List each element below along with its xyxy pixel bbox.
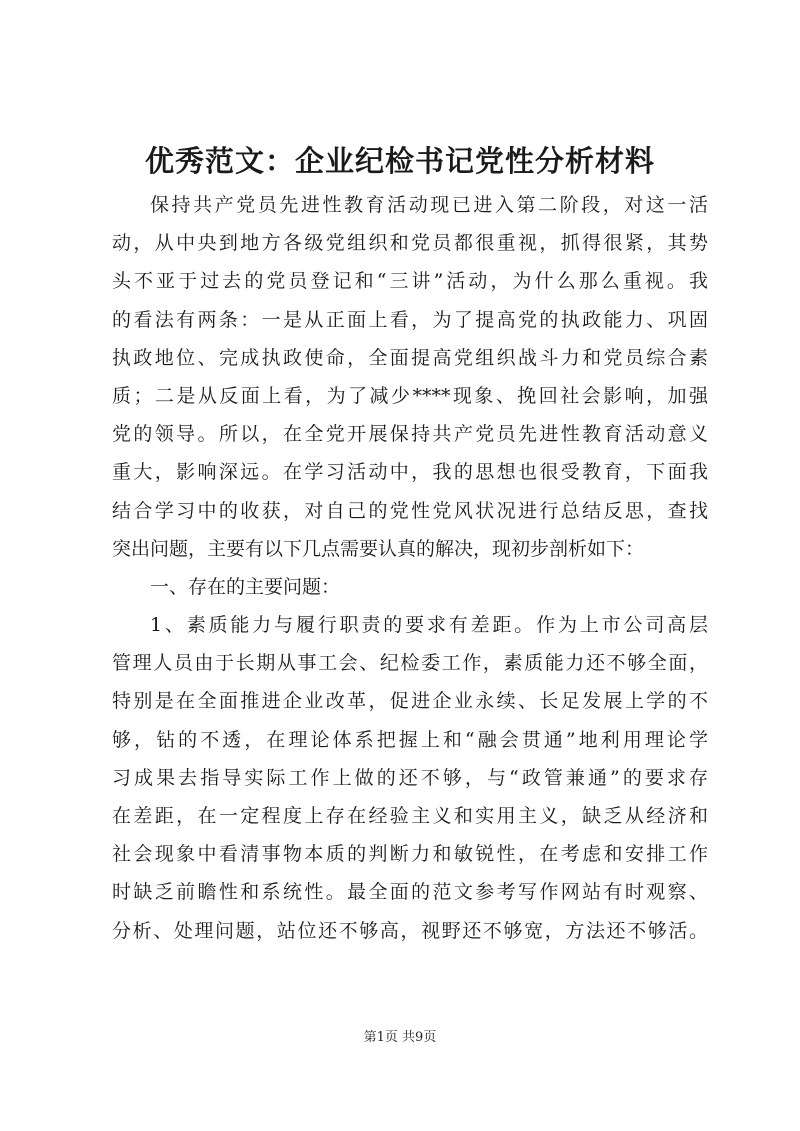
paragraph-line: 重大，影响深远。在学习活动中，我的思想也很受教育，下面我: [112, 461, 708, 484]
page-footer: 第1页 共9页: [363, 1030, 437, 1045]
section-heading: 一、存在的主要问题：: [150, 575, 341, 598]
paragraph-line: 突出问题，主要有以下几点需要认真的解决，现初步剖析如下：: [112, 537, 645, 560]
paragraph-line: 1、素质能力与履行职责的要求有差距。作为上市公司高层: [150, 614, 708, 637]
paragraph-line: 动，从中央到地方各级党组织和党员都很重视，抓得很紧，其势: [112, 232, 708, 255]
paragraph-line: 党的领导。所以，在全党开展保持共产党员先进性教育活动意义: [112, 423, 708, 446]
paragraph-line: 在差距，在一定程度上存在经验主义和实用主义，缺乏从经济和: [112, 805, 708, 827]
paragraph-line: 分析、处理问题，站位还不够高，视野还不够宽，方法还不够活。: [112, 919, 708, 942]
paragraph-line: 时缺乏前瞻性和系统性。最全面的范文参考写作网站有时观察、: [112, 881, 708, 904]
document-body: [112, 186, 708, 950]
paragraph-line: 够，钻的不透，在理论体系把握上和“融会贯通”地利用理论学: [112, 728, 708, 751]
paragraph-line: 保持共产党员先进性教育活动现已进入第二阶段，对这一活: [150, 194, 708, 216]
paragraph-line: 管理人员由于长期从事工会、纪检委工作，素质能力还不够全面，: [112, 652, 708, 675]
paragraph-line: 质；二是从反面上看，为了减少****现象、挽回社会影响，加强: [112, 384, 708, 407]
document-title: 优秀范文：企业纪检书记党性分析材料: [144, 144, 655, 178]
paragraph-line: 特别是在全面推进企业改革，促进企业永续、长足发展上学的不: [112, 690, 708, 713]
paragraph-line: 的看法有两条：一是从正面上看，为了提高党的执政能力、巩固: [112, 308, 708, 331]
paragraph-line: 习成果去指导实际工作上做的还不够，与“政管兼通”的要求存: [112, 766, 708, 789]
paragraph-line: 社会现象中看清事物本质的判断力和敏锐性，在考虑和安排工作: [112, 843, 708, 866]
paragraph-line: 执政地位、完成执政使命，全面提高党组织战斗力和党员综合素: [112, 346, 708, 369]
paragraph-line: 结合学习中的收获，对自己的党性党风状况进行总结反思，查找: [112, 499, 708, 522]
paragraph-line: 头不亚于过去的党员登记和“三讲”活动，为什么那么重视。我: [112, 270, 708, 293]
